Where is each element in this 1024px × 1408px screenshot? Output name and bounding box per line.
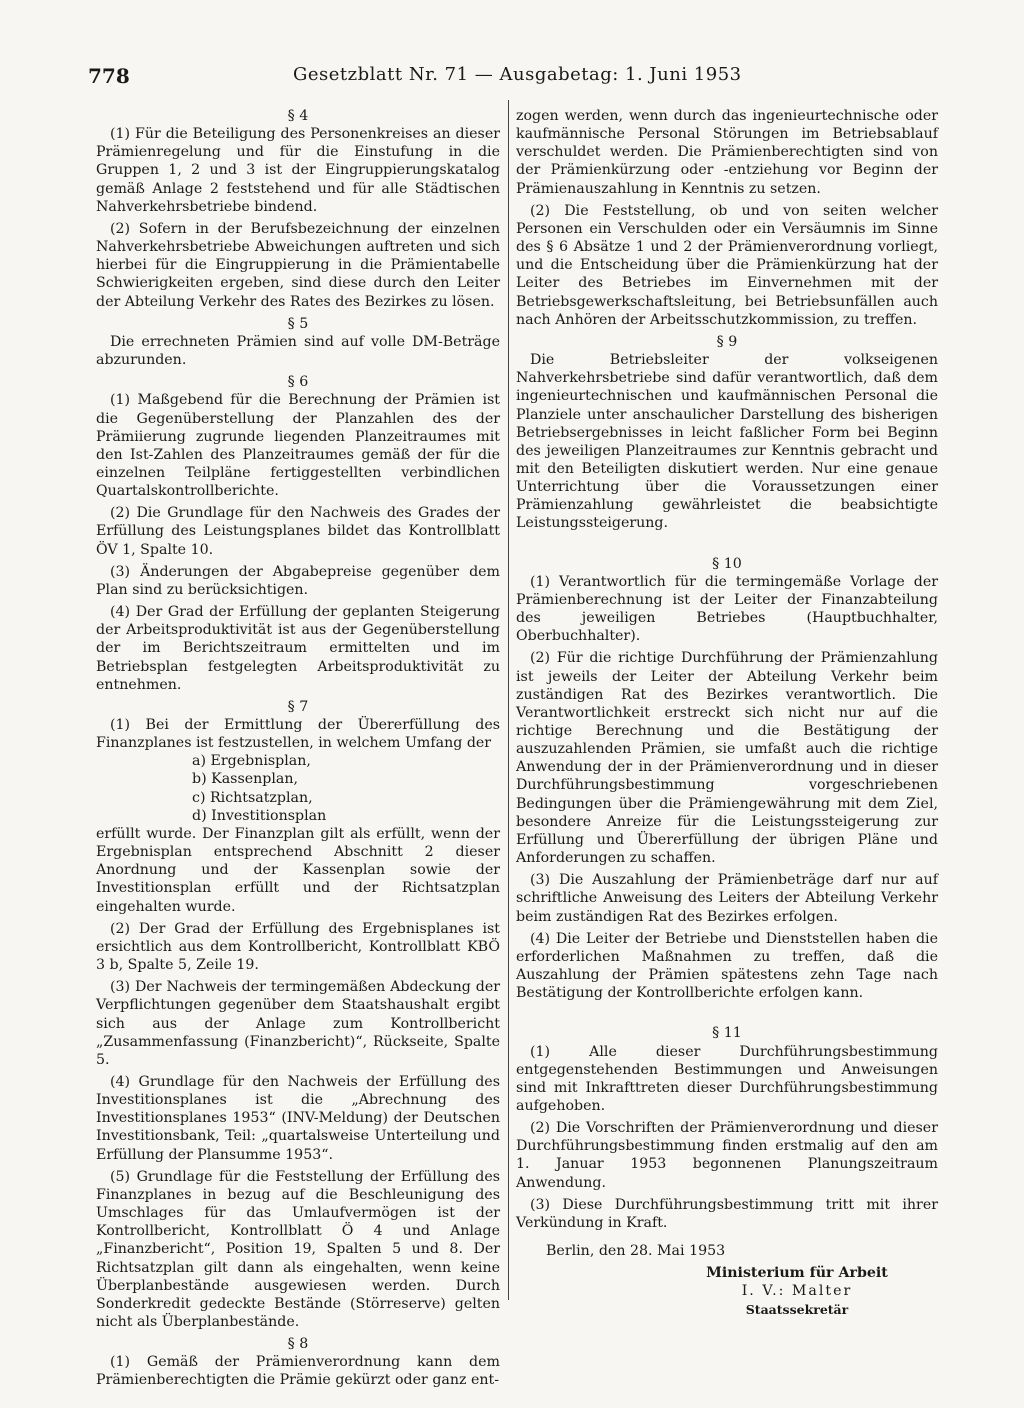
- column-divider: [508, 100, 509, 1300]
- section-heading: § 7: [287, 698, 309, 715]
- running-head: Gesetzblatt Nr. 71 — Ausgabetag: 1. Juni 1953: [293, 64, 742, 85]
- section-heading: § 8: [287, 1336, 309, 1353]
- paragraph: (2) Für die richtige Durchführung der Prämienzahlung ist jeweils der Leiter der Abteilung Verkehr beim zuständigen Rat des Bezirkes verantwortlich. Die Verantwortlichkeit erstreckt sich nicht nur auf die richtige Berechnung und die Bestätigung der auszuzahlenden Prämien, sie umfaßt auch die richtige Anwendung der in der Prämienverordnung und in dieser Durchführungsbestimmung vorgeschriebenen Bedingungen über die Prämiengewährung mit dem Ziel, besondere Anreize für die Leistungssteigerung zur Erfüllung und Übererfüllung der übrigen Pläne und Anforderungen zu schaffen.: [516, 650, 938, 867]
- paragraph: (4) Grundlage für den Nachweis der Erfüllung des Investitionsplanes ist die „Abrechnung des Investitionsplanes 1953“ (INV-Meldung) der Deutschen Investitionsbank, Teil: „quartalsweise Unterteilung und Erfüllung der Plansumme 1953“.: [96, 1073, 500, 1163]
- paragraph: zogen werden, wenn durch das ingenieurtechnische oder kaufmännische Personal Störungen im Betriebsablauf verschuldet werden. Die Prämienberechtigten sind von der Prämienkürzung oder -entziehung vor Beginn der Prämienauszahlung in Kenntnis zu setzen.: [516, 108, 938, 197]
- paragraph: (3) Änderungen der Abgabepreise gegenüber dem Plan sind zu berücksichtigen.: [96, 563, 500, 598]
- list-item: a) Ergebnisplan,: [192, 753, 311, 770]
- list-item: c) Richtsatzplan,: [192, 789, 313, 806]
- paragraph: (1) Verantwortlich für die termingemäße Vorlage der Prämienberechnung ist der Leiter der Finanzabteilung des jeweiligen Betriebes (Hauptbuchhalter, Oberbuchhalter).: [516, 573, 938, 645]
- paragraph: (2) Die Feststellung, ob und von seiten welcher Personen ein Verschulden oder ein Versäumnis im Sinne des § 6 Absätze 1 und 2 der Prämienverordnung vorliegt, und die Entscheidung über die Prämienkürzung hat der Leiter des Betriebes im Einvernehmen mit der Betriebsgewerkschaftsleitung, bei Betriebsunfällen auch nach Anhören der Arbeitsschutzkommission, zu treffen.: [516, 202, 938, 328]
- paragraph: (1) Gemäß der Prämienverordnung kann dem Prämienberechtigten die Prämie gekürzt oder ganz ent-: [96, 1354, 500, 1389]
- section-heading: § 11: [712, 1025, 742, 1042]
- paragraph: erfüllt wurde. Der Finanzplan gilt als erfüllt, wenn der Ergebnisplan entsprechend Abschnitt 2 dieser Anordnung und der Kassenplan sowie der Investitionsplan erfüllt und der Richtsatzplan eingehalten wurde.: [96, 825, 500, 915]
- paragraph: (1) Bei der Ermittlung der Übererfüllung des Finanzplanes ist festzustellen, in welchem Umfang der: [96, 717, 500, 752]
- paragraph: (2) Die Grundlage für den Nachweis des Grades der Erfüllung des Leistungsplanes bildet das Kontrollblatt ÖV 1, Spalte 10.: [96, 505, 500, 558]
- paragraph: (4) Der Grad der Erfüllung der geplanten Steigerung der Arbeitsproduktivität ist aus der Gegenüberstellung der im Berichtszeitraum ermittelten und im Betriebsplan festgelegten Arbeitsproduktivität zu entnehmen.: [96, 604, 500, 693]
- paragraph: (2) Sofern in der Berufsbezeichnung der einzelnen Nahverkehrsbetriebe Abweichungen auftreten und sich hierbei für die Eingruppierung in die Prämientabelle Schwierigkeiten ergeben, sind diese durch den Leiter der Abteilung Verkehr des Rates des Bezirkes zu lösen.: [96, 220, 500, 310]
- paragraph: (1) Für die Beteiligung des Personenkreises an dieser Prämienregelung und für die Einstufung in die Gruppen 1, 2 und 3 ist der Eingruppierungskatalog gemäß Anlage 2 feststehend und für alle Städtischen Nahverkehrsbetriebe bindend.: [96, 126, 500, 215]
- paragraph: (1) Maßgebend für die Berechnung der Prämien ist die Gegenüberstellung der Planzahlen des der Prämiierung zugrunde liegenden Planzeitraumes mit den Ist-Zahlen des Planzeitraumes gemäß der für die einzelnen Teilpläne fertiggestellten verbindlichen Quartalskontrollberichte.: [96, 392, 500, 500]
- section-heading: § 9: [716, 333, 738, 350]
- left-column: [96, 107, 500, 1394]
- list-item: b) Kassenplan,: [192, 771, 299, 788]
- paragraph: (3) Der Nachweis der termingemäßen Abdeckung der Verpflichtungen gegenüber dem Staatshaushalt ergibt sich aus der Anlage zum Kontrollbericht „Zusammenfassung (Finanzbericht)“, Rückseite, Spalte 5.: [96, 979, 500, 1068]
- section-heading: § 5: [287, 315, 309, 332]
- paragraph: (5) Grundlage für die Feststellung der Erfüllung des Finanzplanes in bezug auf die Beschleunigung des Umschlages für das Umlaufvermögen ist der Kontrollbericht, Kontrollblatt Ö 4 und Anlage „Finanzbericht“, Position 19, Spalten 5 und 8. Der Richtsatzplan gilt dann als eingehalten, wenn keine Überplanbestände ausgewiesen werden. Durch Sonderkredit gedeckte Bestände (Störreserve) gelten nicht als Überplanbestände.: [96, 1168, 500, 1330]
- right-column: [516, 107, 938, 1319]
- paragraph: (2) Der Grad der Erfüllung des Ergebnisplanes ist ersichtlich aus dem Kontrollbericht, Kontrollblatt KBÖ 3 b, Spalte 5, Zeile 19.: [96, 920, 500, 974]
- paragraph: (2) Die Vorschriften der Prämienverordnung und dieser Durchführungsbestimmung finden erstmalig auf den am 1. Januar 1953 begonnenen Planungszeitraum Anwendung.: [516, 1120, 938, 1191]
- section-heading: § 6: [287, 374, 309, 391]
- paragraph: (3) Diese Durchführungsbestimmung tritt mit ihrer Verkündung in Kraft.: [516, 1196, 938, 1231]
- signatory-title: Staatssekretär: [745, 1301, 849, 1317]
- paragraph: (1) Alle dieser Durchführungsbestimmung entgegenstehenden Bestimmungen und Anweisungen sind mit Inkrafttreten dieser Durchführungsbestimmung aufgehoben.: [516, 1043, 938, 1114]
- paragraph: (3) Die Auszahlung der Prämienbeträge darf nur auf schriftliche Anweisung des Leiters der Abteilung Verkehr beim zuständigen Rat des Bezirkes erfolgen.: [516, 872, 938, 925]
- page-number: 778: [88, 64, 130, 88]
- paragraph: Die Betriebsleiter der volkseigenen Nahverkehrsbetriebe sind dafür verantwortlich, daß dem ingenieurtechnischen und kaufmännischen Personal die Planziele unter anschaulicher Darstellung des bisherigen Betriebsergebnisses in leicht faßlicher Form bei Beginn des jeweiligen Planzeitraumes zur Kenntnis gebracht und mit den Beteiligten diskutiert werden. Nur eine genaue Unterrichtung über die Voraussetzungen einer Prämienzahlung gewährleistet die beabsichtigte Leistungssteigerung.: [516, 352, 938, 532]
- paragraph: (4) Die Leiter der Betriebe und Dienststellen haben die erforderlichen Maßnahmen zu treffen, daß die Auszahlung der Prämien spätestens zehn Tage nach Bestätigung der Kontrollberichte erfolgen kann.: [516, 930, 938, 1002]
- plan-list: [192, 752, 500, 825]
- ministry-name: Ministerium für Arbeit: [706, 1265, 888, 1282]
- section-heading: § 4: [287, 108, 309, 124]
- section-heading: § 10: [712, 555, 742, 572]
- signatory: I. V.: Malter: [741, 1283, 853, 1300]
- list-item: d) Investitionsplan: [192, 807, 327, 824]
- paragraph: Die errechneten Prämien sind auf volle DM-Beträge abzurunden.: [96, 333, 500, 369]
- date-line: Berlin, den 28. Mai 1953: [546, 1243, 726, 1260]
